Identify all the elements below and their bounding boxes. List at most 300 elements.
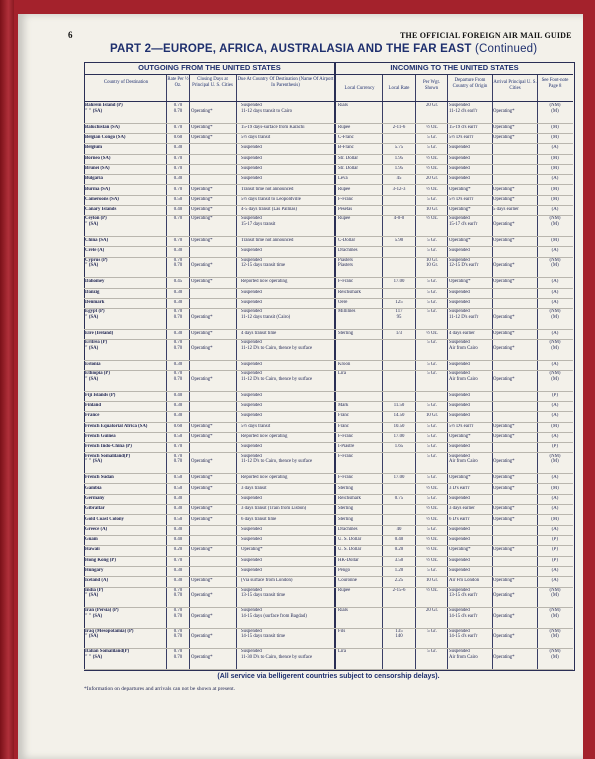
cell-closing-days: Operating* (191, 475, 213, 481)
cell-arrival: 5 days earlier (493, 207, 519, 213)
cell-country: Hong Kong (P) (85, 557, 116, 563)
cell-per-weight: 20 Gr. (426, 608, 438, 614)
cell-per-weight: 5 Gr. (427, 279, 437, 285)
running-head: THE OFFICIAL FOREIGN AIR MAIL GUIDE (400, 31, 572, 40)
cell-due-at-destination: Suspended (241, 145, 262, 151)
cell-rate: 0.70 0.70 (173, 649, 183, 660)
cell-local-currency: I-Piastre (338, 444, 355, 450)
cell-departure: Air Fm London (449, 578, 480, 584)
cell-rate: 0.70 0.70 (173, 371, 183, 382)
table-row (84, 607, 573, 629)
cell-footnote-code: (A) (551, 413, 559, 419)
cell-country: Crete (A) (85, 248, 105, 254)
cell-rate: 0.30 (173, 495, 183, 501)
col-header-rate: Rate Per ½ Oz. (167, 77, 189, 88)
cell-arrival: Operating* (493, 314, 515, 320)
cell-arrival: Operating* (493, 578, 515, 584)
cell-arrival: Operating* (493, 654, 515, 660)
cell-footnote-code: (M) (551, 135, 559, 141)
cell-due-at-destination: Suspended 11-12 D's to Cairo, thence by surface (241, 340, 313, 351)
cell-due-at-destination: Suspended (241, 537, 262, 543)
cell-per-weight: 10 Gr. (426, 207, 438, 213)
cell-local-currency: Sterling (338, 485, 354, 491)
cell-local-currency: F-Franc (338, 475, 354, 481)
cell-country: Estonia (85, 361, 101, 367)
cell-due-at-destination: Suspended (241, 557, 262, 563)
cell-local-currency: Piasters Piasters (338, 257, 353, 269)
cell-per-weight: 5 Gr. (427, 453, 437, 459)
table-row (84, 587, 573, 609)
cell-arrival: Operating* (493, 263, 515, 269)
col-header-country: Country of Destination (103, 80, 149, 85)
cell-local-rate: 0.75 (394, 495, 404, 501)
cell-rate: 0.45 (173, 279, 183, 285)
cell-country: Burma (SA) (85, 186, 110, 192)
cell-due-at-destination: Suspended 11-12 days transit to Cairo (241, 103, 292, 114)
cell-country: Italian Somaliland(P) " " (SA) (85, 649, 130, 660)
cell-rate: 0.30 (173, 568, 183, 574)
cell-footnote-code: (A) (551, 526, 559, 532)
cell-local-currency: Pesetas (338, 207, 353, 213)
col-header-footnote: See Foot-note Page 8 (541, 78, 569, 89)
cell-local-rate: 40 (396, 526, 402, 532)
cell-per-weight: ½ Oz. (426, 587, 438, 593)
cell-departure: 6 D's earl'r (449, 516, 470, 522)
cell-local-rate: 4-0-0 (393, 216, 405, 222)
cell-departure: Suspended (449, 526, 470, 532)
cell-footnote-code: (A) (551, 475, 559, 481)
cell-due-at-destination: Suspended (241, 361, 262, 367)
cell-rate: 0.30 (173, 300, 183, 305)
cell-per-weight: ½ Oz. (426, 186, 438, 192)
cell-due-at-destination: Suspended (241, 248, 262, 254)
cell-local-currency: F-Franc (338, 453, 354, 459)
cell-country: Denmark (85, 300, 105, 305)
cell-local-rate: 5.90 (394, 238, 404, 244)
cell-country: French Somaliland(P) " " (SA) (85, 453, 131, 465)
cell-local-rate: 3.50 (394, 557, 404, 563)
cell-rate: 0.30 (173, 413, 183, 419)
cell-per-weight: 5 Gr. (427, 289, 437, 295)
cell-departure: Suspended (449, 248, 470, 254)
cell-closing-days: Operating* (191, 376, 213, 382)
cell-local-rate: 3-12-3 (392, 186, 406, 192)
cell-rate: 0.40 (173, 207, 183, 213)
cell-closing-days: Operating* (191, 634, 213, 640)
cell-closing-days: Operating* (191, 108, 213, 114)
cell-country: Belgium (85, 145, 103, 151)
cell-footnote-code: (NM) (M) (549, 340, 561, 351)
cell-rate: 0.70 0.70 (173, 103, 183, 114)
cell-arrival: Operating* (493, 434, 515, 440)
cell-country: Iraq (Mesopotamia) (P) " (SA) (85, 628, 134, 640)
cell-local-currency: Mark (338, 403, 349, 409)
cell-due-at-destination: Suspended (241, 495, 262, 501)
cell-due-at-destination: 5½ days transit (241, 423, 271, 429)
cell-departure: Suspended (449, 176, 470, 182)
cell-footnote-code: (A) (551, 578, 559, 584)
cell-due-at-destination: Suspended (241, 526, 262, 532)
cell-footnote-code: (A) (551, 207, 559, 213)
cell-country: French Sudan (85, 475, 114, 481)
cell-footnote-code: (NM) (M) (549, 371, 561, 382)
cell-footnote-code: (P) (552, 557, 558, 563)
cell-per-weight: 5 Gr. (427, 444, 437, 450)
cell-rate: 0.50 (173, 475, 183, 481)
cell-country: Ethiopia (P) " (SA) (85, 371, 110, 382)
cell-footnote-code: (NM) (M) (549, 257, 561, 269)
cell-departure: Operating* (449, 186, 471, 192)
cell-due-at-destination: Suspended (241, 155, 262, 161)
cell-arrival: Operating* (493, 593, 515, 599)
cell-due-at-destination: 5½ days transit to Leopoldville (241, 196, 301, 202)
cell-local-rate: 14.50 (393, 413, 405, 419)
cell-footnote-code: (M) (551, 238, 559, 244)
cell-country: Guam (85, 537, 98, 543)
cell-per-weight: ½ Oz. (426, 506, 438, 512)
cell-closing-days: Operating* (191, 593, 213, 599)
cell-footnote-code: (NM) (M) (549, 608, 561, 619)
cell-per-weight: 5 Gr. (427, 371, 437, 377)
cell-local-rate: 1.65 (394, 444, 404, 450)
cell-closing-days: Operating* (191, 279, 213, 285)
cell-local-currency: Rupee (338, 216, 351, 222)
cell-per-weight: 5 Gr. (427, 361, 437, 367)
cell-rate: 0.30 (173, 248, 183, 254)
cell-per-weight: ½ Oz. (426, 155, 438, 161)
cell-rate: 0.40 (173, 392, 183, 398)
cell-closing-days: Operating* (191, 207, 213, 213)
cell-local-rate: 125 (395, 300, 403, 305)
cell-departure: 4 days earlier (449, 330, 475, 336)
cell-country: Greece (A) (85, 526, 108, 532)
cell-arrival: Operating* (493, 475, 515, 481)
cell-local-currency: Reichsmark (338, 289, 361, 295)
cell-arrival: Operating* (493, 423, 515, 429)
cell-departure: Suspended Air from Cairo (449, 371, 478, 382)
cell-departure: Operating* (449, 475, 471, 481)
cell-departure: Suspended (449, 557, 470, 563)
cell-rate: 0.70 0.70 (173, 309, 183, 320)
cell-local-currency: U. S. Dollar (338, 547, 362, 553)
cell-departure: Suspended Air from Cairo (449, 453, 478, 465)
cell-local-currency: F-Franc (338, 196, 354, 202)
cell-per-weight: 5 Gr. (427, 495, 437, 501)
cell-local-rate: 1.95 (394, 155, 404, 161)
cell-due-at-destination: Suspended 11-12 D's to Cairo, thence by surface (241, 453, 313, 465)
cell-rate: 0.70 0.70 (173, 628, 183, 640)
cell-per-weight: 10 Gr. 10 Gr. (426, 257, 438, 269)
cell-due-at-destination: Reported now operating (241, 475, 288, 481)
cell-per-weight: 5 Gr. (427, 649, 437, 655)
cell-rate: 0.70 (173, 444, 183, 450)
cell-local-currency: C-Franc (338, 135, 354, 141)
cell-country: Danzig (85, 289, 100, 295)
cell-closing-days: Operating* (191, 506, 213, 512)
cell-local-rate: 1/3 (395, 330, 403, 336)
section-incoming: INCOMING TO THE UNITED STATES (336, 62, 573, 75)
cell-country: China (SA) (85, 238, 109, 244)
cell-rate: 0.30 (173, 506, 183, 512)
part-title-continued: (Continued) (475, 43, 538, 55)
cell-country: Iceland (A) (85, 578, 109, 584)
cell-per-weight: 5 Gr. (427, 526, 437, 532)
cell-rate: 0.70 0.70 (173, 453, 183, 465)
cell-arrival: Operating* (493, 186, 515, 192)
cell-footnote-code: (A) (551, 145, 559, 151)
cell-country: Egypt (P) " (SA) (85, 309, 105, 320)
cell-due-at-destination: Suspended 11-12 days transit (Cairo) (241, 309, 291, 320)
cell-per-weight: 5 Gr. (427, 568, 437, 574)
cell-local-currency: Kroon (338, 361, 351, 367)
cell-per-weight: 5 Gr. (427, 340, 437, 346)
cell-country: French Indo-China (P) (85, 444, 132, 450)
cell-country: Cameroons (SA) (85, 196, 119, 202)
cell-closing-days: Operating* (191, 124, 213, 130)
cell-local-currency: Rupee (338, 124, 351, 130)
cell-per-weight: 5 Gr. (427, 300, 437, 305)
cell-departure: Suspended (449, 568, 470, 574)
cell-per-weight: 5 Gr. (427, 434, 437, 440)
cell-footnote-code: (A) (551, 330, 559, 336)
cell-local-rate: 0.20 (394, 547, 404, 553)
table-row (84, 370, 573, 392)
table-row (84, 215, 573, 237)
cell-per-weight: ½ Oz. (426, 124, 438, 130)
cell-country: Dahomey (85, 279, 105, 285)
cell-departure: 15-19 d's earl'r (449, 124, 478, 130)
cell-local-currency: Oere (338, 300, 348, 305)
cell-local-currency: F-Franc (338, 279, 354, 285)
cell-departure: Suspended (449, 289, 470, 295)
cell-country: Iran (Persia) (P) " " (SA) (85, 608, 119, 619)
cell-local-currency: Franc (338, 423, 349, 429)
footnote: *Information on departures and arrivals can not be shown at present. (84, 686, 236, 692)
cell-local-rate: 2-11-6 (392, 124, 406, 130)
cell-local-currency: U. S. Dollar (338, 537, 362, 543)
cell-per-weight: 10 Gr. (426, 413, 438, 419)
cell-per-weight: ½ Oz. (426, 330, 438, 336)
table-row (84, 102, 573, 124)
cell-local-currency: Leva (338, 176, 348, 182)
cell-departure: Operating* (449, 207, 471, 213)
cell-departure: Suspended (449, 403, 470, 409)
cell-closing-days: Operating* (191, 459, 213, 465)
cell-due-at-destination: Suspended (241, 176, 262, 182)
cell-arrival: Operating* (493, 547, 515, 553)
cell-arrival: Operating* (493, 516, 515, 522)
cell-rate: 0.70 (173, 216, 183, 222)
cell-due-at-destination: Suspended (241, 568, 262, 574)
cell-rate: 0.70 (173, 186, 183, 192)
table-row (84, 628, 573, 650)
cell-due-at-destination: Suspended 11-30 D's to Cairo, thence by surface (241, 649, 313, 660)
cell-local-currency: Drachmes (338, 248, 358, 254)
cell-closing-days: Operating* (191, 238, 213, 244)
cell-closing-days: Operating* (191, 186, 213, 192)
cell-rate: 0.50 (173, 516, 183, 522)
cell-footnote-code: (NM) (M) (549, 216, 561, 227)
cell-due-at-destination: Suspended (241, 289, 262, 295)
cell-country: Belgian Congo (SA) (85, 135, 126, 141)
cell-local-rate: 117 95 (395, 309, 403, 320)
cell-per-weight: 5 Gr. (427, 248, 437, 254)
cell-arrival: Operating* (493, 376, 515, 382)
cell-per-weight: ½ Oz. (426, 165, 438, 171)
table-row (84, 308, 573, 330)
cell-due-at-destination: Transit time not announced (241, 186, 294, 192)
cell-departure: Suspended (449, 145, 470, 151)
cell-country: French Guinea (85, 434, 116, 440)
cell-country: Canary Islands (85, 207, 117, 213)
cell-arrival: Operating* (493, 108, 515, 114)
cell-local-rate: 17.00 (393, 434, 405, 440)
cell-local-currency: Sterling (338, 506, 354, 512)
cell-arrival: Operating* (493, 613, 515, 619)
cell-departure: Suspended Air from Cairo (449, 340, 478, 351)
cell-per-weight: 5 Gr. (427, 309, 437, 315)
cell-local-currency: Rials (338, 103, 348, 108)
cell-departure: Operating* (449, 434, 471, 440)
cell-footnote-code: (A) (551, 506, 559, 512)
col-header-currency: Local Currency (344, 86, 375, 91)
cell-footnote-code: (A) (551, 176, 559, 182)
cell-local-rate: 5.75 (394, 145, 404, 151)
cell-country: Baluchistan (SA) (85, 124, 120, 130)
cell-local-currency: Pengo (338, 568, 350, 574)
cell-per-weight: ½ Oz. (426, 485, 438, 491)
cell-local-currency: B-Franc (338, 145, 354, 151)
cell-local-currency: Lira (338, 649, 346, 655)
cell-per-weight: ½ Oz. (426, 547, 438, 553)
cell-due-at-destination: 5½ days transit (241, 135, 271, 141)
cell-due-at-destination: 3 days transit (241, 485, 267, 491)
cell-rate: 0.70 (173, 124, 183, 130)
part-title (110, 43, 537, 55)
cell-country: Fiji Islands (P) (85, 392, 116, 398)
cell-rate: 0.50 (173, 434, 183, 440)
cell-country: Bahrein Island (P) " " (SA) (85, 103, 123, 114)
cell-departure: Suspended 14-15 d's earl'r (449, 608, 478, 619)
cell-rate: 0.30 (173, 361, 183, 367)
cell-country: Ceylon (P) " (SA) (85, 216, 107, 227)
cell-local-currency: F-Franc (338, 434, 354, 440)
cell-footnote-code: (M) (551, 196, 559, 202)
cell-per-weight: 5 Gr. (427, 135, 437, 141)
cell-local-currency: Couronne (338, 578, 357, 584)
cell-per-weight: ½ Oz. (426, 216, 438, 222)
cell-footnote-code: (M) (551, 155, 559, 161)
cell-due-at-destination: 6 days transit time (241, 516, 277, 522)
cell-due-at-destination: Transit time not announced (241, 238, 294, 244)
cell-departure: Suspended Air from Cairo (449, 649, 478, 660)
cell-departure: Suspended 14-15 d's earl'r (449, 628, 478, 640)
cell-rate: 0.70 (173, 165, 183, 171)
cell-closing-days: Operating* (191, 263, 213, 269)
cell-local-rate: 17.00 (393, 475, 405, 481)
cell-closing-days: Operating* (191, 314, 213, 320)
cell-departure: Suspended (449, 537, 470, 543)
cell-departure: Suspended 15-17 d's earl'r (449, 216, 478, 227)
cell-departure: Suspended (449, 155, 470, 161)
cell-rate: 0.30 (173, 330, 183, 336)
section-outgoing: OUTGOING FROM THE UNITED STATES (84, 62, 335, 75)
cell-closing-days: Operating* (191, 613, 213, 619)
cell-rate: 0.70 0.70 (173, 257, 183, 269)
cell-per-weight: 5 Gr. (427, 238, 437, 244)
cell-due-at-destination: Suspended (241, 165, 262, 171)
cell-per-weight: 10 Gr. (426, 578, 438, 584)
cell-country: Brunei (SA) (85, 165, 110, 171)
col-header-arrival: Arrival Principal U. S. Cities (493, 80, 537, 91)
cell-due-at-destination: Suspended (241, 444, 262, 450)
cell-rate: 0.70 0.70 (173, 340, 183, 351)
cell-departure: Suspended (449, 392, 470, 398)
cell-per-weight: 20 Gr. (426, 176, 438, 182)
cell-country: Eire (Ireland) (85, 330, 114, 336)
cell-due-at-destination: Suspended 14-15 days (surface from Bagdad) (241, 608, 307, 619)
table-row (84, 257, 573, 279)
cell-footnote-code: (A) (551, 434, 559, 440)
cell-rate: 0.30 (173, 289, 183, 295)
cell-due-at-destination: 15-19 days-surface from Karachi (241, 124, 305, 130)
table-row (84, 648, 573, 670)
cell-arrival: Operating* (493, 124, 515, 130)
cell-footnote-code: (A) (551, 279, 559, 285)
cell-closing-days: Operating* (191, 423, 213, 429)
cell-per-weight: 5 Gr. (427, 145, 437, 151)
cell-arrival: Operating* (493, 221, 515, 227)
cell-rate: 0.30 (173, 526, 183, 532)
cell-arrival: Operating* (493, 238, 515, 244)
col-header-per-wt: Per Wgt. Shown (423, 80, 440, 91)
cell-country: Eritrea (P) " (SA) (85, 340, 108, 351)
cell-per-weight: 5 Gr. (427, 475, 437, 481)
cell-rate: 0.60 (173, 423, 183, 429)
cell-local-rate: 1.20 (394, 568, 404, 574)
cell-closing-days: Operating* (191, 578, 213, 584)
cell-arrival: Operating* (493, 459, 515, 465)
cell-due-at-destination: Suspended 13-15 days transit time (241, 587, 286, 599)
cell-local-currency: Reichsmark (338, 495, 361, 501)
cell-per-weight: 5 Gr. (427, 423, 437, 429)
cell-country: Bulgaria (85, 176, 103, 182)
cell-country: Hawaii (85, 547, 100, 553)
cell-departure: Suspended 13-15 d's earl'r (449, 587, 478, 599)
cell-departure: 5½ D's earl'r (449, 423, 474, 429)
cell-due-at-destination: Suspended (241, 413, 262, 419)
col-header-local-rate: Local Rate (388, 86, 410, 91)
censorship-note: (All service via belligerent countries subject to censorship delays). (217, 673, 440, 680)
cell-closing-days: Operating* (191, 516, 213, 522)
cell-footnote-code: (A) (551, 248, 559, 254)
cell-footnote-code: (P) (552, 547, 558, 553)
cell-footnote-code: (A) (551, 300, 559, 305)
cell-country: Gambia (85, 485, 102, 491)
cell-due-at-destination: Suspended 11-12 D's to Cairo, thence by surface (241, 371, 313, 382)
cell-rate: 0.70 0.70 (173, 608, 183, 619)
cell-rate: 0.50 (173, 196, 183, 202)
cell-due-at-destination: Operating* (241, 547, 263, 553)
cell-rate: 0.30 (173, 176, 183, 182)
cell-per-weight: 20 Gr. (426, 103, 438, 108)
cell-rate: 0.40 (173, 537, 183, 543)
cell-per-weight: 5 Gr. (427, 196, 437, 202)
cell-country: Gold Coast Colony (85, 516, 124, 522)
cell-closing-days: Operating* (191, 345, 213, 351)
cell-arrival: Operating* (493, 345, 515, 351)
cell-local-currency: HK-Dollar (338, 557, 359, 563)
